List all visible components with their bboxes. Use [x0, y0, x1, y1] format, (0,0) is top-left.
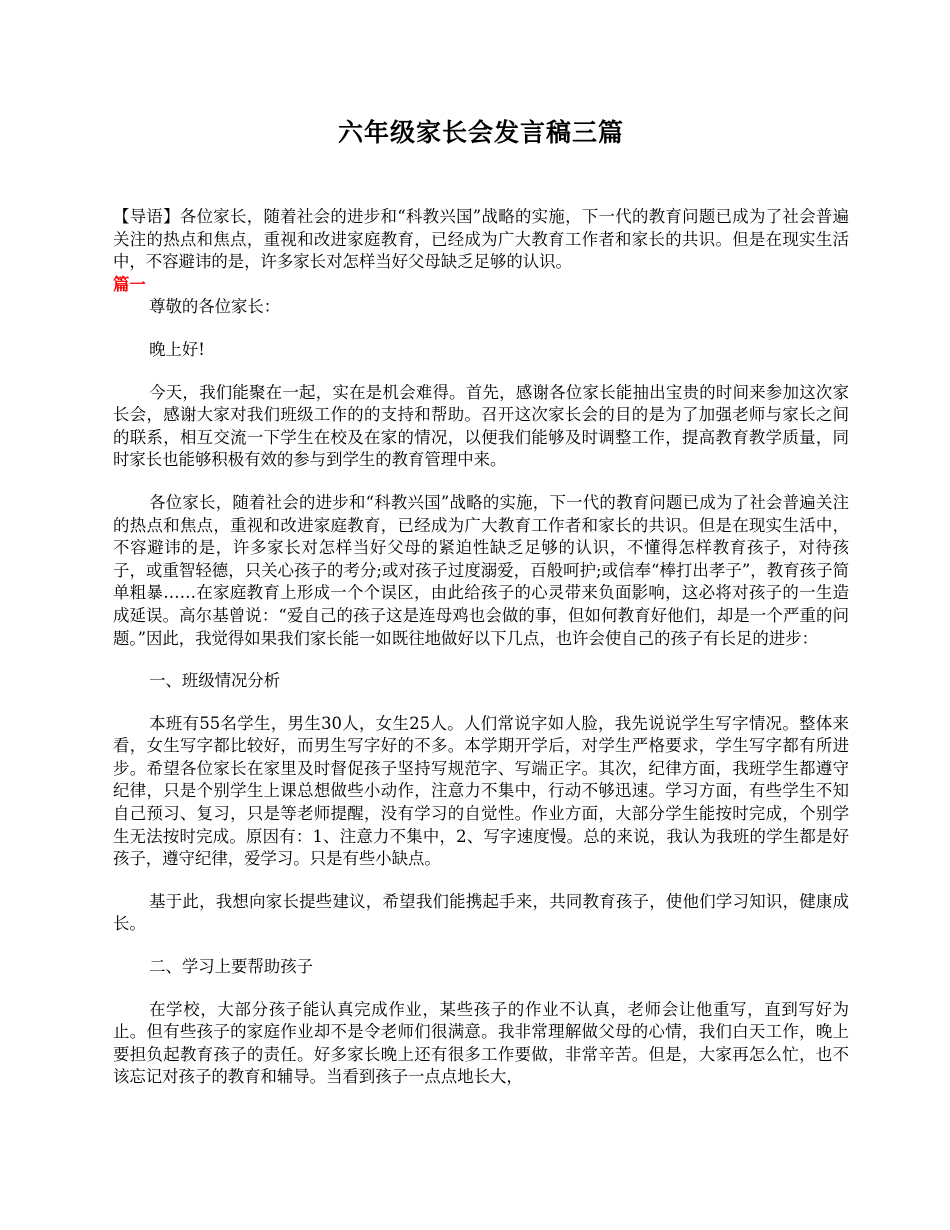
salutation: 尊敬的各位家长：: [149, 297, 281, 317]
body-paragraph: 在学校，大部分孩子能认真完成作业，某些孩子的作业不认真，老师会让他重写，直到写好为止。但有些孩子的家庭作业却不是令老师们很满意。我非常理解做父母的心情，我们白天工作，晚上要担负起教育孩子的责任。好多家长晚上还有很多工作要做，非常辛苦。但是，大家再怎么忙，也不该忘记对孩子的教育和辅导。当看到孩子一点点地长大，: [113, 999, 849, 1087]
body-paragraph: 基于此，我想向家长提些建议，希望我们能携起手来，共同教育孩子，使他们学习知识，健康成长。: [113, 891, 849, 934]
body-paragraph: 本班有55名学生，男生30人，女生25人。人们常说字如人脸，我先说说学生写字情况。整体来看，女生写字都比较好，而男生写字好的不多。本学期开学后，对学生严格要求，学生写字都有所进步。希望各位家长在家里及时督促孩子坚持写规范字、写端正字。其次，纪律方面，我班学生都遵守纪律，只是个别学生上课总想做些小动作，注意力不集中，行动不够迅速。学习方面，有些学生不知自己预习、复习，只是等老师提醒，没有学习的自觉性。作业方面，大部分学生能按时完成，个别学生无法按时完成。原因有：1、注意力不集中，2、写字速度慢。总的来说，我认为我班的学生都是好孩子，遵守纪律，爱学习。只是有些小缺点。: [113, 713, 849, 869]
document-title: 六年级家长会发言稿三篇: [337, 118, 624, 147]
document-body: [113, 206, 849, 1089]
body-paragraph: 各位家长，随着社会的进步和“科教兴国”战略的实施，下一代的教育问题已成为了社会普遍关注的热点和焦点，重视和改进家庭教育，已经成为广大教育工作者和家长的共识。但是在现实生活中，不容避讳的是，许多家长对怎样当好父母的紧迫性缺乏足够的认识，不懂得怎样教育孩子，对待孩子，或重智轻德，只关心孩子的考分;或对孩子过度溺爱，百般呵护;或信奉“棒打出孝子”，教育孩子简单粗暴……在家庭教育上形成一个个误区，由此给孩子的心灵带来负面影响，这必将对孩子的一生造成延误。高尔基曾说：“爱自己的孩子这是连母鸡也会做的事，但如何教育好他们，却是一个严重的问题。”因此，我觉得如果我们家长能一如既往地做好以下几点，也许会使自己的孩子有长足的进步：: [113, 492, 849, 648]
section-heading: 二、学习上要帮助孩子: [149, 957, 313, 977]
section-heading: 一、班级情况分析: [149, 671, 281, 691]
body-paragraph: 今天，我们能聚在一起，实在是机会难得。首先，感谢各位家长能抽出宝贵的时间来参加这次家长会，感谢大家对我们班级工作的的支持和帮助。召开这次家长会的目的是为了加强老师与家长之间的联系，相互交流一下学生在校及在家的情况，以便我们能够及时调整工作，提高教育教学质量，同时家长也能够积极有效的参与到学生的教育管理中来。: [113, 382, 849, 470]
greeting: 晚上好!: [149, 339, 205, 359]
section-label: 篇一: [113, 274, 146, 294]
intro-paragraph: 【导语】各位家长，随着社会的进步和“科教兴国”战略的实施，下一代的教育问题已成为了社会普遍关注的热点和焦点，重视和改进家庭教育，已经成为广大教育工作者和家长的共识。但是在现实生活中，不容避讳的是，许多家长对怎样当好父母缺乏足够的认识。: [113, 207, 849, 272]
